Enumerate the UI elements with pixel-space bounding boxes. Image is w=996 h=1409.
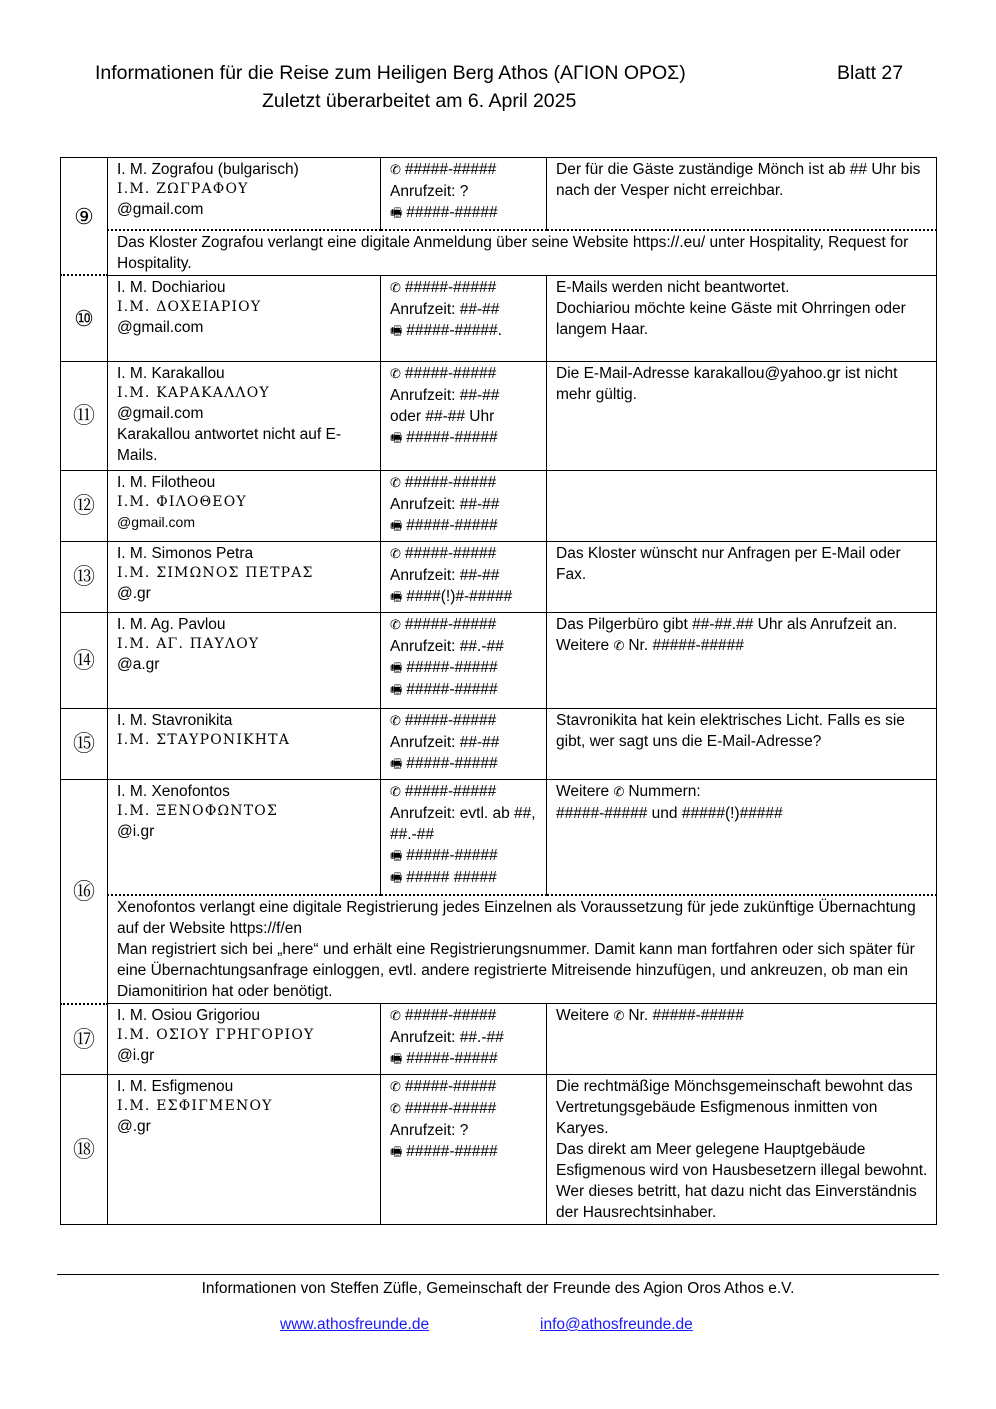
contact-cell bbox=[381, 470, 547, 541]
phone-icon: ✆ bbox=[390, 1102, 401, 1117]
email: @i.gr bbox=[117, 822, 155, 840]
phone-icon: ✆ bbox=[390, 546, 401, 562]
monastery-greek-name: Ι.Μ. ΚΑΡΑΚΑΛΛΟΥ bbox=[117, 384, 270, 401]
row-number: ⑨ bbox=[61, 158, 108, 276]
call-time: Anrufzeit: ##-## bbox=[390, 300, 500, 318]
row-number: ⑩ bbox=[61, 275, 108, 361]
monastery-greek-name: Ι.Μ. ΖΩΓΡΑΦΟΥ bbox=[117, 181, 249, 197]
fax-number: #####-##### bbox=[406, 658, 498, 676]
monastery-cell bbox=[108, 1075, 381, 1225]
note: Stavronikita hat kein elektrisches Licht. Falls es sie gibt, wer sagt uns die E-Mail-Adresse? bbox=[556, 711, 905, 750]
phone-icon: ✆ bbox=[390, 1009, 401, 1024]
email: @gmail.com bbox=[117, 318, 204, 336]
fax-number: #####-##### bbox=[406, 428, 498, 446]
phone-number: #####-##### bbox=[404, 1100, 497, 1117]
footer-divider bbox=[57, 1274, 939, 1275]
call-time: Anrufzeit: ? bbox=[390, 1122, 469, 1139]
note: Nummern: bbox=[628, 782, 701, 800]
fax-icon: 🖷 bbox=[390, 848, 403, 864]
phone-icon: ✆ bbox=[390, 713, 401, 729]
monastery-name: I. M. Karakallou bbox=[117, 364, 225, 382]
email: @gmail.com bbox=[117, 513, 196, 530]
row-number: ⑯ bbox=[61, 779, 108, 1004]
fax-icon: 🖷 bbox=[390, 682, 403, 698]
monastery-cell bbox=[108, 541, 381, 612]
monastery-greek-name: Ι.Μ. ΦΙΛΟΘΕΟΥ bbox=[117, 493, 247, 510]
table-row bbox=[61, 230, 937, 276]
monastery-table bbox=[60, 157, 937, 1225]
fax-icon: 🖷 bbox=[390, 206, 403, 221]
email: @.gr bbox=[117, 1118, 151, 1135]
phone-icon: ✆ bbox=[613, 1009, 625, 1024]
monastery-name: I. M. Xenofontos bbox=[117, 782, 230, 800]
fax-icon: 🖷 bbox=[390, 870, 403, 886]
row-number: ⑬ bbox=[61, 541, 108, 612]
notes-cell bbox=[547, 779, 937, 895]
fax-icon: 🖷 bbox=[390, 323, 403, 339]
monastery-greek-name: Ι.Μ. ΣΤΑΥΡΟΝΙΚΗΤΑ bbox=[117, 731, 290, 748]
note: Weitere bbox=[556, 636, 610, 654]
call-time: Anrufzeit: evtl. ab ##, ##.-## bbox=[390, 804, 536, 843]
fax-icon: 🖷 bbox=[390, 589, 403, 605]
monastery-greek-name: Ι.Μ. ΟΣΙΟΥ ΓΡΗΓΟΡΙΟΥ bbox=[117, 1027, 315, 1043]
email: @a.gr bbox=[117, 655, 160, 673]
monastery-name: I. M. Zografou (bulgarisch) bbox=[117, 161, 299, 178]
note: Karakallou antwortet nicht auf E-Mails. bbox=[117, 425, 342, 464]
note: Die rechtmäßige Mönchsgemeinschaft bewohnt das Vertretungsgebäude Esfigmenous inmitten von Karyes. bbox=[556, 1078, 913, 1137]
monastery-cell bbox=[108, 708, 381, 779]
phone-number: #####-##### bbox=[404, 473, 497, 491]
phone-icon: ✆ bbox=[613, 638, 625, 654]
call-time: Anrufzeit: ##-## bbox=[390, 495, 500, 513]
monastery-greek-name: Ι.Μ. ΕΣΦΙΓΜΕΝΟΥ bbox=[117, 1098, 273, 1114]
phone-icon: ✆ bbox=[390, 475, 401, 491]
table-row bbox=[61, 1075, 937, 1225]
email-link[interactable]: info@athosfreunde.de bbox=[540, 1316, 693, 1333]
table-row bbox=[61, 779, 937, 895]
table-row bbox=[61, 361, 937, 470]
fax-icon: 🖷 bbox=[390, 1052, 403, 1067]
notes-cell bbox=[547, 361, 937, 470]
note: Das Pilgerbüro gibt ##-##.## Uhr als Anrufzeit an. bbox=[556, 615, 898, 633]
row-number: ⑭ bbox=[61, 612, 108, 708]
note: Das direkt am Meer gelegene Hauptgebäude Esfigmenous wird von Hausbesetzern illegal bewohnt. Wer dieses betritt, hat dazu nicht das Einverständnis der Hausrechtsinhaber. bbox=[556, 1141, 928, 1221]
extra-note: Man registriert sich bei „here“ und erhält eine Registrierungsnummer. Damit kann man fortfahren oder sich später für eine Übernachtungsanfrage einloggen, evtl. andere registrierte Mitreisende hinzufügen, und ankreuzen, ob man ein Diamonitirion hat oder benötigt. bbox=[117, 941, 915, 1000]
email: @i.gr bbox=[117, 1047, 155, 1064]
monastery-name: I. M. Stavronikita bbox=[117, 711, 233, 729]
call-time: Anrufzeit: ##-## bbox=[390, 566, 500, 584]
fax-number: #####-##### bbox=[406, 204, 498, 221]
row-number: ⑱ bbox=[61, 1075, 108, 1225]
fax-icon: 🖷 bbox=[390, 518, 403, 534]
row-number: ⑮ bbox=[61, 708, 108, 779]
monastery-greek-name: Ι.Μ. ΣΙΜΩΝΟΣ ΠΕΤΡΑΣ bbox=[117, 564, 314, 581]
page-title bbox=[95, 62, 904, 85]
contact-cell bbox=[381, 275, 547, 361]
contact-cell bbox=[381, 1075, 547, 1225]
fax-number: #####-##### bbox=[406, 846, 498, 864]
row-number: ⑫ bbox=[61, 470, 108, 541]
table-row bbox=[61, 612, 937, 708]
contact-cell bbox=[381, 158, 547, 230]
extra-note: Xenofontos verlangt eine digitale Registrierung jedes Einzelnen als Voraussetzung für jede zukünftige Übernachtung auf der Website https://f/en bbox=[117, 899, 916, 937]
fax-number: #####-##### bbox=[406, 1143, 498, 1160]
monastery-cell bbox=[108, 470, 381, 541]
phone-icon: ✆ bbox=[613, 784, 625, 800]
note: Weitere bbox=[556, 782, 610, 800]
fax-number: #####-##### bbox=[406, 516, 498, 534]
monastery-name: I. M. Osiou Grigoriou bbox=[117, 1007, 260, 1024]
fax-number: #####-##### bbox=[406, 680, 498, 698]
note: Der für die Gäste zuständige Mönch ist ab ## Uhr bis nach der Vesper nicht erreichbar. bbox=[556, 161, 921, 199]
note: Weitere bbox=[556, 1007, 610, 1024]
note: Dochiariou möchte keine Gäste mit Ohrringen oder langem Haar. bbox=[556, 299, 906, 338]
table-row bbox=[61, 158, 937, 230]
fax-number: ####(!)#-##### bbox=[406, 587, 513, 605]
contact-cell bbox=[381, 612, 547, 708]
notes-cell bbox=[547, 708, 937, 779]
phone-number: #####-##### bbox=[404, 161, 497, 178]
table-row bbox=[61, 275, 937, 361]
contact-cell bbox=[381, 541, 547, 612]
monastery-name: I. M. Filotheou bbox=[117, 473, 216, 491]
phone-number: #####-##### bbox=[404, 615, 497, 633]
fax-icon: 🖷 bbox=[390, 660, 403, 676]
last-updated: Zuletzt überarbeitet am 6. April 2025 bbox=[262, 90, 577, 112]
table-row bbox=[61, 1004, 937, 1075]
phone-number: #####-##### bbox=[404, 544, 497, 562]
fax-number: #####-##### bbox=[406, 1050, 498, 1067]
table-row bbox=[61, 470, 937, 541]
call-time: Anrufzeit: ##-## bbox=[390, 733, 500, 751]
fax-number: #####-##### bbox=[406, 754, 498, 772]
note: Die E-Mail-Adresse karakallou@yahoo.gr ist nicht mehr gültig. bbox=[556, 364, 898, 403]
phone-icon: ✆ bbox=[390, 784, 401, 800]
phone-icon: ✆ bbox=[390, 280, 401, 296]
extra-note: Das Kloster Zografou verlangt eine digitale Anmeldung über seine Website https://.eu/ unter Hospitality, Request for Hospitality. bbox=[108, 230, 937, 276]
notes-cell bbox=[547, 158, 937, 230]
note: E-Mails werden nicht beantwortet. bbox=[556, 278, 790, 296]
phone-icon: ✆ bbox=[390, 366, 401, 382]
fax-icon: 🖷 bbox=[390, 1145, 403, 1160]
monastery-cell bbox=[108, 361, 381, 470]
row-number: ⑪ bbox=[61, 361, 108, 470]
contact-cell bbox=[381, 361, 547, 470]
call-time: Anrufzeit: ##.-## bbox=[390, 637, 504, 655]
row-number: ⑰ bbox=[61, 1004, 108, 1075]
phone-number: #####-##### bbox=[404, 711, 497, 729]
monastery-cell bbox=[108, 1004, 381, 1075]
notes-cell bbox=[547, 275, 937, 361]
table-row bbox=[61, 895, 937, 1004]
phone-number: #####-##### bbox=[404, 1078, 497, 1095]
note: #####-##### und #####(!)##### bbox=[556, 804, 783, 822]
call-time: Anrufzeit: ##-## bbox=[390, 386, 500, 404]
monastery-greek-name: Ι.Μ. ΞΕΝΟΦΩΝΤΟΣ bbox=[117, 802, 279, 819]
monastery-cell bbox=[108, 612, 381, 708]
sheet-number: Blatt 27 bbox=[837, 62, 904, 84]
notes-cell bbox=[547, 1004, 937, 1075]
table-row bbox=[61, 708, 937, 779]
monastery-greek-name: Ι.Μ. ΑΓ. ΠΑΥΛΟΥ bbox=[117, 635, 260, 652]
phone-number: #####-##### bbox=[404, 364, 497, 382]
note: Nr. #####-##### bbox=[628, 1007, 744, 1024]
call-time: Anrufzeit: ? bbox=[390, 183, 469, 200]
note: Nr. #####-##### bbox=[628, 636, 744, 654]
email: @gmail.com bbox=[117, 404, 204, 422]
contact-cell bbox=[381, 708, 547, 779]
monastery-name: I. M. Ag. Pavlou bbox=[117, 615, 226, 633]
notes-cell bbox=[547, 541, 937, 612]
email: @.gr bbox=[117, 584, 151, 602]
monastery-name: I. M. Simonos Petra bbox=[117, 544, 254, 562]
call-time: Anrufzeit: ##.-## bbox=[390, 1029, 504, 1046]
note: Das Kloster wünscht nur Anfragen per E-Mail oder Fax. bbox=[556, 544, 901, 583]
contact-cell bbox=[381, 779, 547, 895]
email: @gmail.com bbox=[117, 201, 204, 218]
notes-cell bbox=[547, 470, 937, 541]
contact-cell bbox=[381, 1004, 547, 1075]
title-text: Informationen für die Reise zum Heiligen Berg Athos (ΑΓΙΟΝ ΟΡΟΣ) bbox=[95, 62, 686, 84]
fax-icon: 🖷 bbox=[390, 756, 403, 772]
phone-number: #####-##### bbox=[404, 278, 497, 296]
notes-cell bbox=[547, 612, 937, 708]
extra-note-cell bbox=[108, 895, 937, 1004]
monastery-cell bbox=[108, 779, 381, 895]
website-link[interactable]: www.athosfreunde.de bbox=[280, 1316, 430, 1333]
phone-number: #####-##### bbox=[404, 1007, 497, 1024]
phone-icon: ✆ bbox=[390, 163, 401, 178]
footer-text: Informationen von Steffen Züfle, Gemeinschaft der Freunde des Agion Oros Athos e.V. bbox=[201, 1280, 795, 1297]
notes-cell bbox=[547, 1075, 937, 1225]
phone-icon: ✆ bbox=[390, 617, 401, 633]
monastery-greek-name: Ι.Μ. ΔΟΧΕΙΑΡΙΟΥ bbox=[117, 298, 262, 315]
monastery-cell bbox=[108, 275, 381, 361]
table-row bbox=[61, 541, 937, 612]
fax-number: ##### ##### bbox=[406, 868, 497, 886]
fax-number: #####-#####. bbox=[406, 321, 502, 339]
fax-icon: 🖷 bbox=[390, 430, 403, 446]
phone-icon: ✆ bbox=[390, 1080, 401, 1095]
call-time-alt: oder ##-## Uhr bbox=[390, 407, 495, 425]
monastery-name: I. M. Dochiariou bbox=[117, 278, 226, 296]
monastery-cell bbox=[108, 158, 381, 230]
monastery-name: I. M. Esfigmenou bbox=[117, 1078, 234, 1095]
phone-number: #####-##### bbox=[404, 782, 497, 800]
